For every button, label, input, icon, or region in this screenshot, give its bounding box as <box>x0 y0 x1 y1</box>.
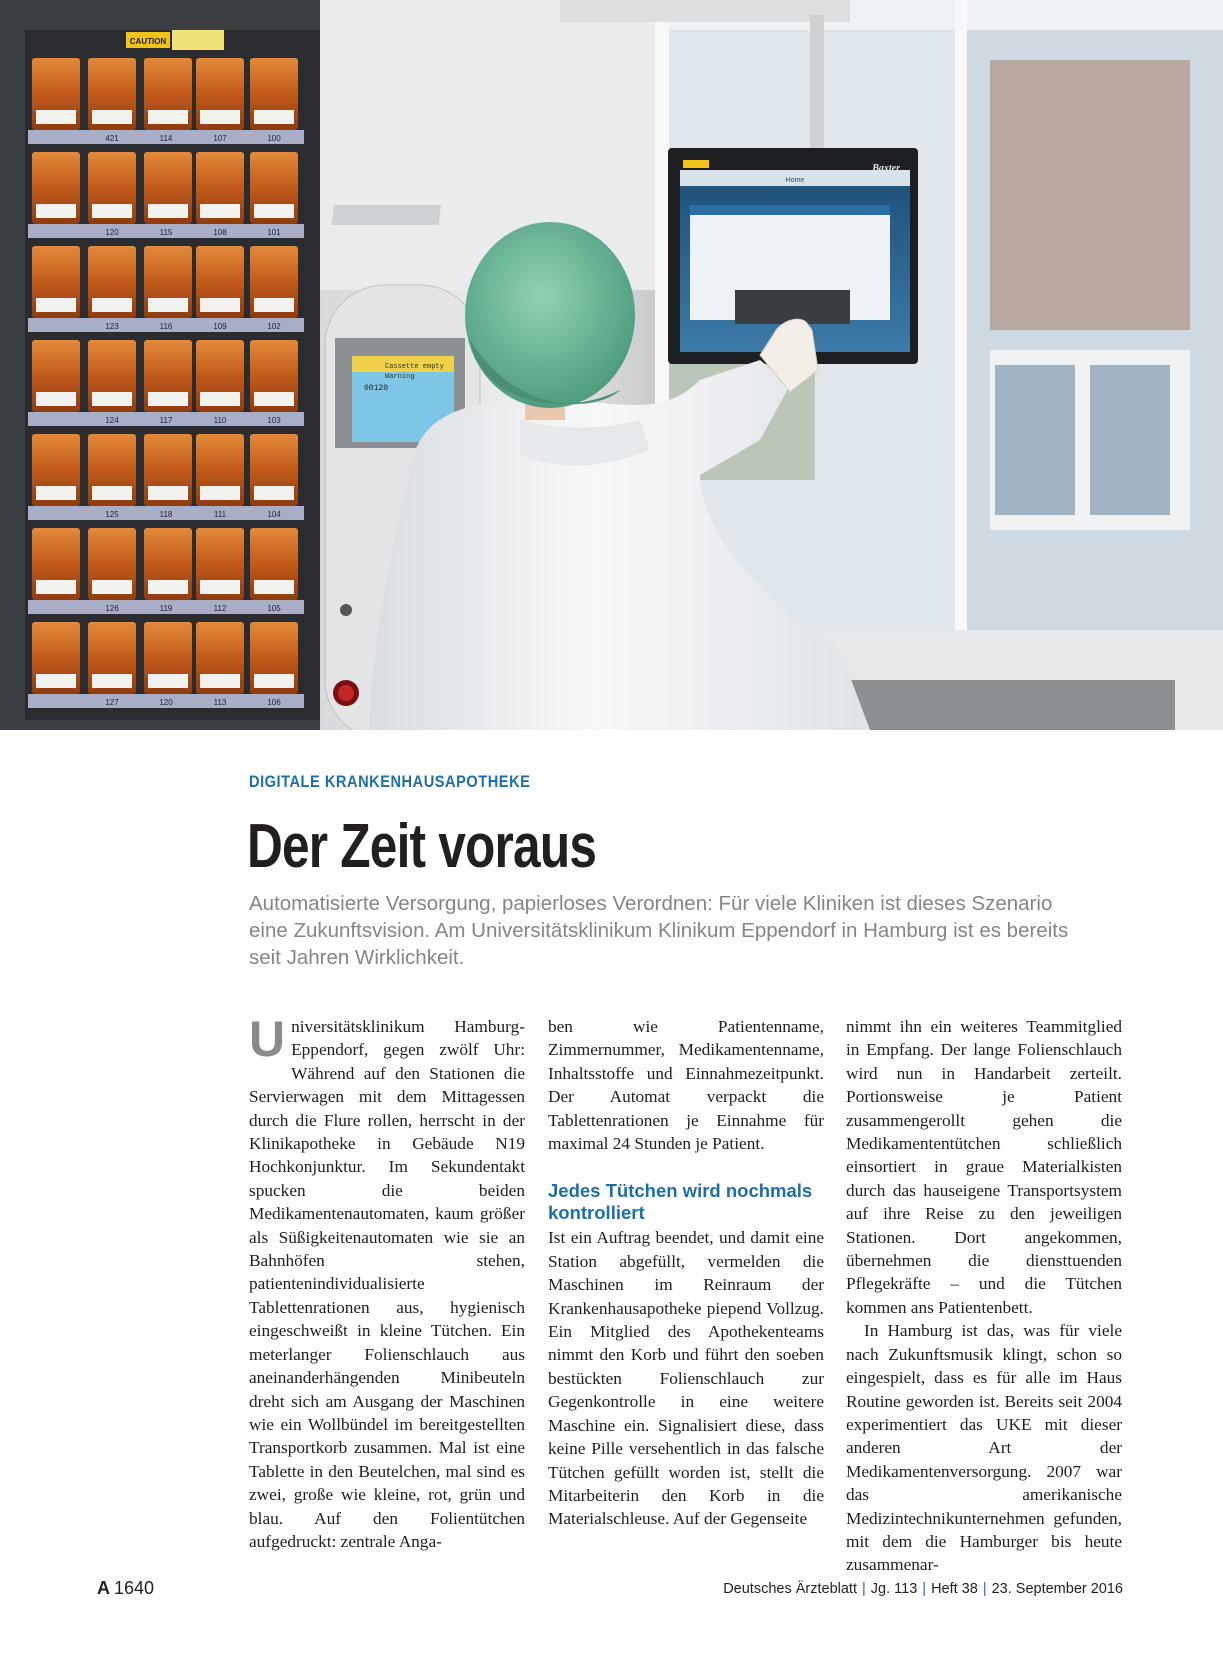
cassette-number: 100 <box>267 134 281 143</box>
small-screen-text: Cassette empty <box>385 363 444 371</box>
separator: | <box>862 1581 866 1597</box>
cassette-label <box>36 204 76 218</box>
cassette-label <box>148 392 188 406</box>
cassette-number: 109 <box>213 322 227 331</box>
cassette-label <box>148 486 188 500</box>
cassette-label <box>200 110 240 124</box>
cassette-number: 123 <box>105 322 119 331</box>
cassette-number: 107 <box>213 134 227 143</box>
cassette-number: 117 <box>159 416 173 425</box>
baxter-logo: Baxter <box>872 163 900 174</box>
article-lead: Automatisierte Versorgung, papierloses Verordnen: Für viele Kliniken ist dieses Szenario eine Zukunftsvision. Am Universitätsklinikum Klinikum Eppendorf in Hamburg ist es bereits seit Jahren Wirklichkeit. <box>249 892 1069 969</box>
cassette-number: 103 <box>267 416 281 425</box>
cassette-label <box>92 486 132 500</box>
column-1 <box>249 1011 525 1553</box>
cassette-number: 125 <box>105 510 119 519</box>
cassette-label <box>200 392 240 406</box>
page-prefix: A <box>97 1578 110 1598</box>
cassette-number: 108 <box>213 228 227 237</box>
cassette-number: 120 <box>105 228 119 237</box>
issue: Heft 38 <box>931 1581 978 1597</box>
screen-header: Home <box>785 177 805 184</box>
cassette-label <box>92 110 132 124</box>
cassette-label <box>254 486 294 500</box>
cassette-number: 110 <box>213 416 227 425</box>
cassette-number: 126 <box>105 604 119 613</box>
paragraph: In Hamburg ist das, was für viele nach Zukunftsmusik klingt, schon so eingespielt, dass es für alle im Haus Routine geworden ist. Bereits seit 2004 experimentiert das UKE mit dieser anderen Art der Medikamentenversorgung. 2007 war das amerikanische Medizintechnikunternehmen gefunden, mit dem die Hamburger bis heute zusammenar- <box>846 1321 1122 1575</box>
cassette-label <box>200 486 240 500</box>
cassette-number: 105 <box>267 604 281 613</box>
cassette-number: 120 <box>159 698 173 707</box>
cassette-label <box>254 392 294 406</box>
cassette-number: 106 <box>267 698 281 707</box>
cassette-label <box>36 298 76 312</box>
cassette-number: 116 <box>159 322 173 331</box>
cassette-number: 118 <box>159 510 173 519</box>
cassette-label <box>148 298 188 312</box>
cassette-label <box>200 298 240 312</box>
cassette-label <box>92 674 132 688</box>
paragraph: nimmt ihn ein weiteres Teammitglied in Empfang. Der lange Folienschlauch wird nun in Handarbeit zerteilt. Portionsweise je Patient zusammengerollt gehen die Medikamententütchen schließlich einsortiert in graue Materialkisten durch das hauseigene Transportsystem auf ihre Reise zu den jeweiligen Stationen. Dort angekommen, übernehmen die diensttuenden Pflegekräfte – und die Tütchen kommen ans Patientenbett. <box>846 1017 1122 1317</box>
cassette-label <box>36 392 76 406</box>
journal-name: Deutsches Ärzteblatt <box>723 1581 857 1597</box>
volume: Jg. 113 <box>870 1581 918 1597</box>
cassette-number: 104 <box>267 510 281 519</box>
small-screen-code: 00120 <box>364 384 389 393</box>
kicker: DIGITALE KRANKENHAUSAPOTHEKE <box>249 772 531 791</box>
column-2 <box>548 1015 824 1531</box>
cassette-label <box>36 674 76 688</box>
separator: | <box>982 1581 987 1597</box>
cassette-number: 101 <box>267 228 281 237</box>
caution-label: CAUTION <box>129 37 167 46</box>
paragraph: Ist ein Auftrag beendet, und damit eine Station abgefüllt, vermelden die Maschinen im Reinraum der Krankenhausapotheke piepend Vollzug. Ein Mitglied des Apothekenteams nimmt den Korb und führt den soeben bestückten Folienschlauch zur Gegenkontrolle in eine weitere Maschine ein. Signalisiert diese, dass keine Pille versehentlich in das falsche Tütchen gefüllt worden ist, stellt die Mitarbeiterin den Korb in die Materialschleuse. Auf der Gegenseite <box>548 1228 824 1529</box>
cassette-label <box>254 204 294 218</box>
paragraph: niversitätsklinikum Hamburg-Eppendorf, gegen zwölf Uhr: Während auf den Stationen die Servierwagen mit dem Mittagessen durch die Flure rollen, herrscht in der Klinikapotheke in Gebäude N19 Hochkonjunktur. Im Sekundentakt spucken die beiden Medikamentenautomaten, kaum größer als Süßigkeitenautomaten wie sie an Bahnhöfen stehen, patientenindividualisierte Tablettenrationen aus, hygienisch eingeschweißt in kleine Tütchen. Ein meterlanger Folienschlauch aus aneinanderhängenden Minibeuteln dreht sich am Ausgang der Maschinen wie ein Wollbündel im bereitgestellten Transportkorb zusammen. Mal ist eine Tablette in den Beutelchen, mal sind es zwei, große wie kleine, rot, grün und blau. Auf den Folientütchen aufgedruckt: zentrale Anga- <box>249 1017 525 1551</box>
cassette-number: 127 <box>105 698 119 707</box>
cassette-label <box>148 110 188 124</box>
cassette-number: 119 <box>159 604 173 613</box>
cassette-label <box>92 204 132 218</box>
cassette-label <box>254 298 294 312</box>
footer-citation <box>723 1581 1123 1597</box>
cassette-label <box>36 580 76 594</box>
cassette-label <box>254 674 294 688</box>
cassette-number: 124 <box>105 416 119 425</box>
cassette-label <box>200 674 240 688</box>
cassette-number: 102 <box>267 322 281 331</box>
article-title: Der Zeit voraus <box>247 812 597 881</box>
cassette-number: 421 <box>105 134 119 143</box>
cassette-label <box>254 110 294 124</box>
column-3 <box>846 1015 1122 1577</box>
cassette-label <box>36 486 76 500</box>
cassette-label <box>148 674 188 688</box>
cassette-number: 115 <box>159 228 173 237</box>
cassette-label <box>36 110 76 124</box>
cassette-label <box>148 580 188 594</box>
drop-cap: U <box>249 1011 286 1067</box>
page-number-value: 1640 <box>114 1578 155 1598</box>
cassette-label <box>200 204 240 218</box>
cassette-number: 113 <box>213 698 227 707</box>
cassette-label <box>92 392 132 406</box>
separator: | <box>922 1581 927 1597</box>
cassette-number: 114 <box>159 134 173 143</box>
small-screen-warning: Warning <box>385 373 415 381</box>
paragraph: ben wie Patientenname, Zimmernummer, Medikamentenname, Inhaltsstoffe und Einnahmezeitpunkt. Der Automat verpackt die Tablettenrationen je Einnahme für maximal 24 Stunden je Patient. <box>548 1017 824 1154</box>
cassette-label <box>148 204 188 218</box>
hero-photo <box>0 0 1223 730</box>
cassette-label <box>92 298 132 312</box>
page-number <box>97 1578 154 1599</box>
cassette-number: 112 <box>213 604 227 613</box>
cassette-label <box>92 580 132 594</box>
cassette-label <box>254 580 294 594</box>
cassette-number: 111 <box>213 510 227 519</box>
issue-date: 23. September 2016 <box>991 1581 1123 1597</box>
cassette-label <box>200 580 240 594</box>
subheading: Jedes Tütchen wird nochmals kontrolliert <box>548 1180 813 1224</box>
